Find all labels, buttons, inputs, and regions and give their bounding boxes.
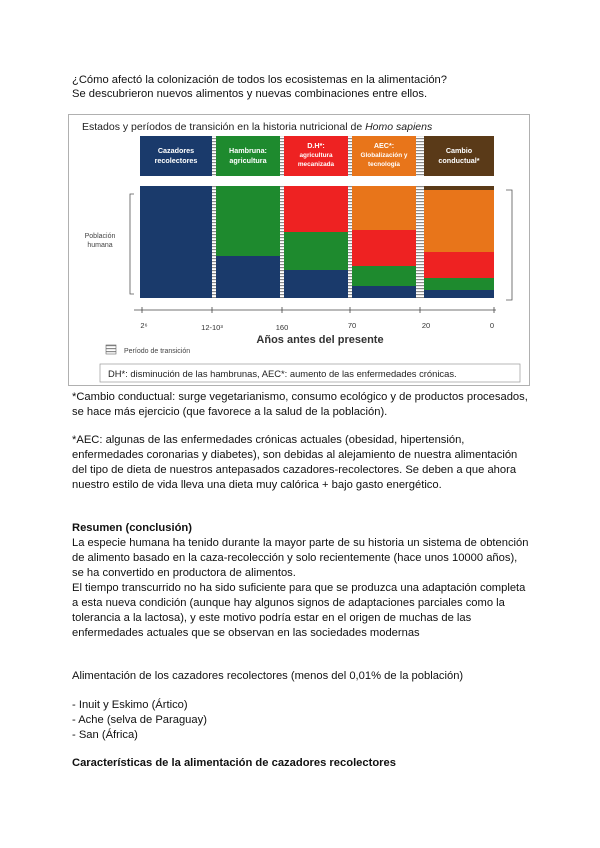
stage-5-line1: Cambio: [445, 146, 473, 155]
summary-line7: enfermedades actuales que se observan en las sociedades modernas: [72, 627, 420, 639]
stage-4-line3: tecnología: [368, 161, 400, 168]
bar-bc-navy: [424, 290, 494, 298]
bar-aec-orange: [352, 186, 416, 230]
stage-3-line1: D.H*:: [307, 141, 325, 150]
bar-hunter-gatherers: [140, 186, 212, 298]
transition-2: [280, 186, 284, 298]
summary-line6: tolerancia a la lactosa), y este motivo podría estar en el origen de muchas de las: [72, 612, 472, 624]
note-aec-line1: *AEC: algunas de las enfermedades crónicas actuales (obesidad, hipertensión,: [72, 434, 465, 446]
hunters-intro: Alimentación de los cazadores recolectores (menos del 0,01% de la población): [72, 670, 464, 682]
stage-3-line2: agricultura: [299, 152, 333, 159]
y-label-line2: humana: [87, 242, 113, 249]
bar-bc-brown: [424, 186, 494, 190]
bar-bc-red: [424, 252, 494, 278]
x-axis-title: Años antes del presente: [256, 334, 384, 346]
summary-heading: Resumen (conclusión): [72, 522, 192, 534]
stage-4-line1: AEC*:: [373, 141, 395, 150]
nutrition-history-figure: [68, 114, 530, 386]
stage-1-line1: Cazadores: [157, 146, 195, 155]
transition-1: [212, 186, 216, 298]
summary-line2: de alimento basado en la caza-recolección y solo recientemente (hace unos 10000 años),: [72, 552, 518, 564]
bar-dh-navy: [284, 270, 348, 298]
summary-line1: La especie humana ha tenido durante la mayor parte de su historia un sistema de obtención: [72, 537, 529, 549]
x-tick-2: 12-10³: [201, 323, 223, 332]
summary-line4: El tiempo transcurrido no ha sido suficiente para que se produzca una adaptación completa: [72, 582, 526, 594]
bar-bc-orange: [424, 190, 494, 252]
bar-aec-green: [352, 266, 416, 286]
note-aec-line3: del tipo de dieta de nuestros antepasados cazadores-recolectores. Se deben a que ahora: [72, 464, 517, 476]
note-cambio-line2: se hace más ejercicio (que favorece a la salud de la población).: [72, 406, 388, 418]
hunters-item-1: - Inuit y Eskimo (Ártico): [72, 699, 188, 711]
bar-famine-navy: [216, 256, 280, 298]
y-label-line1: Población: [84, 233, 116, 240]
transition-3: [348, 186, 352, 298]
legend-transition-label: Período de transición: [124, 348, 191, 355]
x-tick-3: 160: [275, 323, 289, 332]
x-tick-1: 2⁶: [140, 321, 148, 330]
figure-title: Estados y períodos de transición en la historia nutricional de Homo sapiens: [82, 121, 433, 133]
hunters-item-3: - San (África): [72, 729, 138, 741]
stage-2-line1: Hambruna:: [229, 146, 267, 155]
bar-dh-green: [284, 232, 348, 270]
bar-aec-navy: [352, 286, 416, 298]
bar-bc-green: [424, 278, 494, 290]
note-aec-line4: nuestro estilo de vida lleva una dieta muy calórica + bajo gasto energético.: [72, 479, 442, 491]
stage-2-line2: agricultura: [229, 156, 267, 165]
summary-line5: a esta nueva condición (aunque hay algunos signos de adaptaciones parciales como la: [72, 597, 505, 609]
note-aec-line2: enfermedades coronarias y diabetes), son debidas al alejamiento de nuestra alimentación: [72, 449, 518, 461]
hunters-diet-heading: Características de la alimentación de cazadores recolectores: [72, 757, 396, 769]
bar-dh-red: [284, 186, 348, 232]
bar-famine-green: [216, 186, 280, 256]
bar-aec-red: [352, 230, 416, 266]
stage-4-line2: Globalización y: [360, 152, 408, 159]
stage-5-line2: conductual*: [438, 156, 480, 165]
hunters-item-2: - Ache (selva de Paraguay): [72, 714, 207, 726]
x-tick-6: 0: [489, 321, 495, 330]
transition-4: [416, 186, 424, 298]
note-cambio-line1: *Cambio conductual: surge vegetarianismo, consumo ecológico y de productos procesados,: [72, 391, 528, 403]
intro-question: ¿Cómo afectó la colonización de todos los ecosistemas en la alimentación?: [72, 74, 447, 86]
stage-3-line3: mecanizada: [297, 161, 335, 168]
x-tick-5: 20: [421, 321, 431, 330]
summary-line3: se ha convertido en productora de alimentos.: [72, 567, 296, 579]
stage-1-line2: recolectores: [154, 156, 198, 165]
legend-transition-swatch: [106, 345, 116, 354]
intro-answer: Se descubrieron nuevos alimentos y nuevas combinaciones entre ellos.: [72, 88, 428, 100]
x-tick-4: 70: [347, 321, 357, 330]
figure-footnote: DH*: disminución de las hambrunas, AEC*: aumento de las enfermedades crónicas.: [108, 368, 457, 379]
